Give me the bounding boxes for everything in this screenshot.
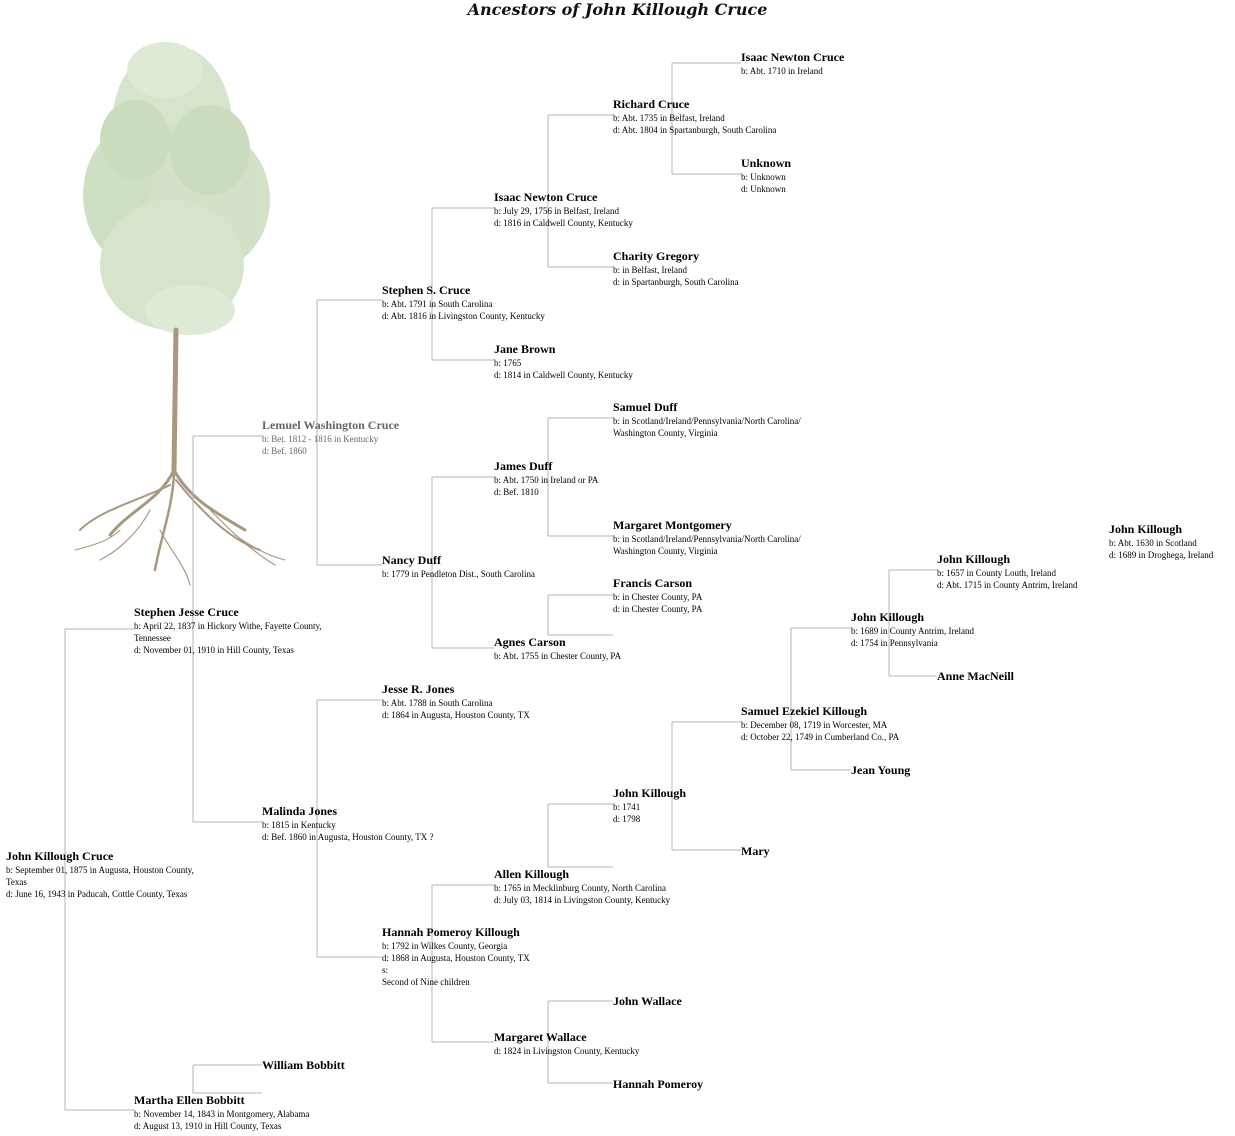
person-name: Lemuel Washington Cruce — [262, 418, 400, 432]
person-detail: d: 1824 in Livingston County, Kentucky — [494, 1046, 640, 1056]
person-detail: Second of Nine children — [382, 977, 470, 987]
person-detail: d: Abt. 1816 in Livingston County, Kentucky — [382, 311, 545, 321]
person-detail: b: 1792 in Wilkes County, Georgia — [382, 941, 508, 951]
person-name: Hannah Pomeroy — [613, 1077, 704, 1091]
person-samuel-ezekiel-killough — [741, 704, 899, 743]
person-detail: b: July 29, 1756 in Belfast, Ireland — [494, 206, 619, 216]
person-lemuel-washington-cruce — [262, 418, 399, 457]
person-detail: d: August 13, 1910 in Hill County, Texas — [134, 1121, 282, 1131]
person-detail: d: 1814 in Caldwell County, Kentucky — [494, 370, 633, 380]
person-detail: d: Abt. 1715 in County Antrim, Ireland — [937, 580, 1078, 590]
person-detail: b: Abt. 1710 in Ireland — [741, 66, 823, 76]
person-detail: d: Abt. 1804 in Spartanburgh, South Carolina — [613, 125, 777, 135]
person-detail: b: in Scotland/Ireland/Pennsylvania/North Carolina/ — [613, 416, 801, 426]
person-james-duff — [494, 459, 598, 498]
person-charity-gregory — [613, 249, 739, 288]
person-john-killough-1657 — [937, 552, 1078, 591]
person-detail: d: 1816 in Caldwell County, Kentucky — [494, 218, 633, 228]
person-detail: d: Bef. 1810 — [494, 487, 539, 497]
person-detail: b: December 08, 1719 in Worcester, MA — [741, 720, 888, 730]
person-name: Francis Carson — [613, 576, 692, 590]
person-name: Mary — [741, 844, 770, 858]
person-john-killough-1630 — [1109, 522, 1213, 561]
person-detail: s: — [382, 965, 389, 975]
person-martha-ellen-bobbitt — [134, 1093, 309, 1132]
person-detail: b: April 22, 1837 in Hickory Withe, Fayette County, — [134, 621, 322, 631]
person-detail: d: June 16, 1943 in Paducah, Cottle County, Texas — [6, 889, 188, 899]
person-detail: b: Abt. 1788 in South Carolina — [382, 698, 493, 708]
person-detail: b: 1779 in Pendleton Dist., South Carolina — [382, 569, 535, 579]
person-name: Unknown — [741, 156, 792, 170]
person-name: John Wallace — [613, 994, 682, 1008]
person-name: Stephen S. Cruce — [382, 283, 471, 297]
person-name: John Killough — [851, 610, 925, 624]
person-jean-young — [851, 763, 910, 778]
person-stephen-s-cruce — [382, 283, 545, 322]
person-name: Malinda Jones — [262, 804, 338, 818]
person-detail: d: in Spartanburgh, South Carolina — [613, 277, 739, 287]
person-detail: b: September 01, 1875 in Augusta, Houston County, — [6, 865, 194, 875]
person-detail: d: 1798 — [613, 814, 641, 824]
person-william-bobbitt — [262, 1058, 345, 1073]
person-detail: d: in Chester County, PA — [613, 604, 703, 614]
person-name: John Killough — [937, 552, 1011, 566]
person-name: Allen Killough — [494, 867, 570, 881]
person-detail: d: 1689 in Droghega, Ireland — [1109, 550, 1214, 560]
chart-title: Ancestors of John Killough Cruce — [467, 0, 768, 19]
person-detail: b: Abt. 1755 in Chester County, PA — [494, 651, 622, 661]
person-name: John Killough — [613, 786, 687, 800]
person-name: Anne MacNeill — [937, 669, 1014, 683]
person-detail: b: November 14, 1843 in Montgomery, Alabama — [134, 1109, 310, 1119]
person-margaret-wallace — [494, 1030, 639, 1057]
person-detail: b: Bet. 1812 - 1816 in Kentucky — [262, 434, 379, 444]
person-richard-cruce — [613, 97, 776, 136]
person-detail: d: 1754 in Pennsylvania — [851, 638, 938, 648]
person-name: Isaac Newton Cruce — [494, 190, 598, 204]
person-name: Charity Gregory — [613, 249, 700, 263]
person-john-killough-1689 — [851, 610, 974, 649]
person-isaac-newton-cruce — [494, 190, 633, 229]
person-detail: d: November 01, 1910 in Hill County, Texas — [134, 645, 294, 655]
person-hannah-pomeroy — [613, 1077, 703, 1092]
person-detail: Tennessee — [134, 633, 171, 643]
person-name: Samuel Ezekiel Killough — [741, 704, 868, 718]
person-francis-carson — [613, 576, 702, 615]
person-name: Stephen Jesse Cruce — [134, 605, 239, 619]
person-agnes-carson — [494, 635, 621, 662]
person-john-killough-cruce — [6, 849, 194, 900]
person-detail: d: Unknown — [741, 184, 786, 194]
person-hannah-pomeroy-killough — [382, 925, 530, 988]
person-name: Martha Ellen Bobbitt — [134, 1093, 245, 1107]
person-name: John Killough — [1109, 522, 1183, 536]
person-detail: b: Abt. 1735 in Belfast, Ireland — [613, 113, 725, 123]
person-anne-macneill — [937, 669, 1014, 684]
person-john-wallace — [613, 994, 682, 1009]
person-detail: b: in Scotland/Ireland/Pennsylvania/North Carolina/ — [613, 534, 801, 544]
person-name: Jean Young — [851, 763, 911, 777]
person-name: William Bobbitt — [262, 1058, 345, 1072]
person-name: Hannah Pomeroy Killough — [382, 925, 520, 939]
person-detail: d: October 22, 1749 in Cumberland Co., PA — [741, 732, 900, 742]
person-detail: b: 1815 in Kentucky — [262, 820, 336, 830]
person-name: Jesse R. Jones — [382, 682, 455, 696]
person-unknown — [741, 156, 791, 195]
person-name: Isaac Newton Cruce — [741, 50, 845, 64]
person-name: Agnes Carson — [494, 635, 566, 649]
person-detail: b: Abt. 1750 in Ireland or PA — [494, 475, 599, 485]
person-detail: b: 1689 in County Antrim, Ireland — [851, 626, 974, 636]
person-name: Samuel Duff — [613, 400, 678, 414]
person-detail: d: Bef. 1860 — [262, 446, 307, 456]
person-detail: d: 1868 in Augusta, Houston County, TX — [382, 953, 530, 963]
person-name: Richard Cruce — [613, 97, 690, 111]
person-detail: b: in Belfast, Ireland — [613, 265, 687, 275]
person-name: James Duff — [494, 459, 553, 473]
person-allen-killough — [494, 867, 670, 906]
person-name: Margaret Wallace — [494, 1030, 587, 1044]
person-detail: Texas — [6, 877, 27, 887]
person-detail: d: July 03, 1814 in Livingston County, Kentucky — [494, 895, 671, 905]
person-stephen-jesse-cruce — [134, 605, 322, 656]
person-margaret-montgomery — [613, 518, 801, 557]
person-name: Jane Brown — [494, 342, 556, 356]
person-detail: b: Abt. 1791 in South Carolina — [382, 299, 493, 309]
person-malinda-jones — [262, 804, 434, 843]
person-jesse-r-jones — [382, 682, 530, 721]
person-mary — [741, 844, 770, 859]
person-name: John Killough Cruce — [6, 849, 114, 863]
person-detail: d: 1864 in Augusta, Houston County, TX — [382, 710, 530, 720]
person-jane-brown — [494, 342, 633, 381]
person-detail: b: in Chester County, PA — [613, 592, 703, 602]
person-isaac-newton-cruce-1710 — [741, 50, 844, 77]
person-detail: b: Abt. 1630 in Scotland — [1109, 538, 1197, 548]
person-detail: b: 1765 in Mecklinburg County, North Carolina — [494, 883, 666, 893]
person-john-killough-1741 — [613, 786, 686, 825]
person-detail: b: 1741 — [613, 802, 641, 812]
person-detail: d: Bef. 1860 in Augusta, Houston County, TX ? — [262, 832, 434, 842]
person-nancy-duff — [382, 553, 535, 580]
person-name: Margaret Montgomery — [613, 518, 732, 532]
person-detail: Washington County, Virginia — [613, 546, 718, 556]
person-detail: b: Unknown — [741, 172, 786, 182]
person-name: Nancy Duff — [382, 553, 441, 567]
person-detail: b: 1657 in County Louth, Ireland — [937, 568, 1056, 578]
person-samuel-duff — [613, 400, 801, 439]
person-detail: b: 1765 — [494, 358, 522, 368]
person-detail: Washington County, Virginia — [613, 428, 718, 438]
